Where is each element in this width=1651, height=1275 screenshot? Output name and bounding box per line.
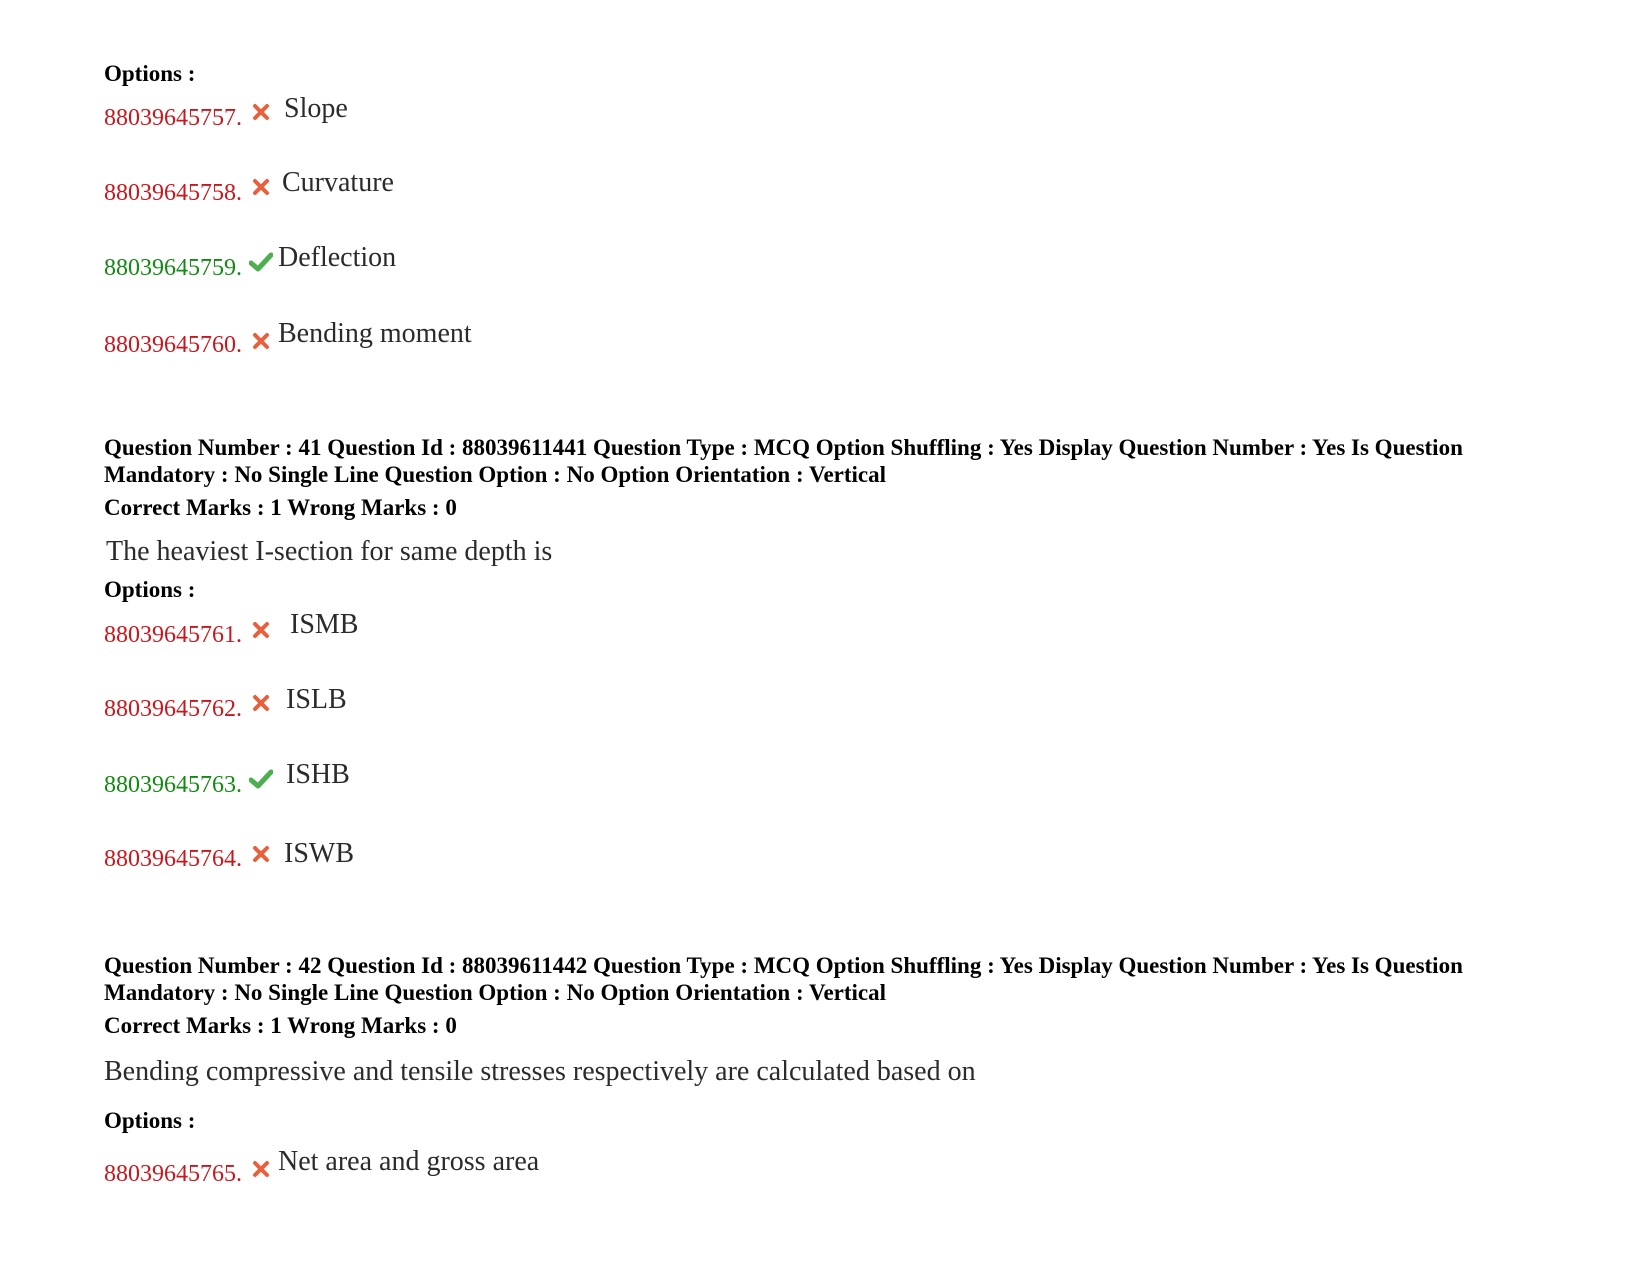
check-icon bbox=[249, 769, 271, 791]
option-text: ISHB bbox=[286, 759, 350, 790]
question-header-line2: Mandatory : No Single Line Question Option : No Option Orientation : Vertical bbox=[104, 980, 887, 1005]
options-label: Options : bbox=[104, 61, 196, 86]
option-id: 88039645764. bbox=[104, 846, 242, 872]
option-text: Deflection bbox=[278, 242, 397, 273]
options-label: Options : bbox=[104, 1108, 196, 1133]
option-text: Net area and gross area bbox=[278, 1146, 540, 1177]
option-id: 88039645760. bbox=[104, 332, 242, 358]
option-text: ISWB bbox=[284, 838, 354, 869]
option-text: Slope bbox=[284, 93, 348, 124]
option-id: 88039645762. bbox=[104, 696, 242, 722]
cross-icon bbox=[252, 332, 274, 354]
options-label: Options : bbox=[104, 577, 196, 602]
question-text: The heaviest I-section for same depth is bbox=[106, 536, 553, 567]
cross-icon bbox=[252, 178, 274, 200]
option-id: 88039645757. bbox=[104, 105, 242, 131]
option-id: 88039645759. bbox=[104, 255, 242, 281]
marks-line: Correct Marks : 1 Wrong Marks : 0 bbox=[104, 495, 457, 520]
check-icon bbox=[249, 252, 271, 274]
option-id: 88039645758. bbox=[104, 180, 242, 206]
question-header-line1: Question Number : 41 Question Id : 88039611441 Question Type : MCQ Option Shuffling : Yes Display Question Number : Yes Is Question bbox=[104, 435, 1463, 460]
option-text: ISLB bbox=[286, 684, 347, 715]
option-text: ISMB bbox=[290, 609, 359, 640]
option-text: Bending moment bbox=[278, 318, 472, 349]
option-id: 88039645763. bbox=[104, 772, 242, 798]
cross-icon bbox=[252, 621, 274, 643]
cross-icon bbox=[252, 694, 274, 716]
option-id: 88039645761. bbox=[104, 622, 242, 648]
cross-icon bbox=[252, 1160, 274, 1182]
question-header-line1: Question Number : 42 Question Id : 88039611442 Question Type : MCQ Option Shuffling : Yes Display Question Number : Yes Is Question bbox=[104, 953, 1463, 978]
option-text: Curvature bbox=[282, 167, 394, 198]
question-text: Bending compressive and tensile stresses respectively are calculated based on bbox=[104, 1056, 976, 1087]
option-id: 88039645765. bbox=[104, 1161, 242, 1187]
marks-line: Correct Marks : 1 Wrong Marks : 0 bbox=[104, 1013, 457, 1038]
cross-icon bbox=[252, 845, 274, 867]
cross-icon bbox=[252, 103, 274, 125]
question-header-line2: Mandatory : No Single Line Question Option : No Option Orientation : Vertical bbox=[104, 462, 887, 487]
